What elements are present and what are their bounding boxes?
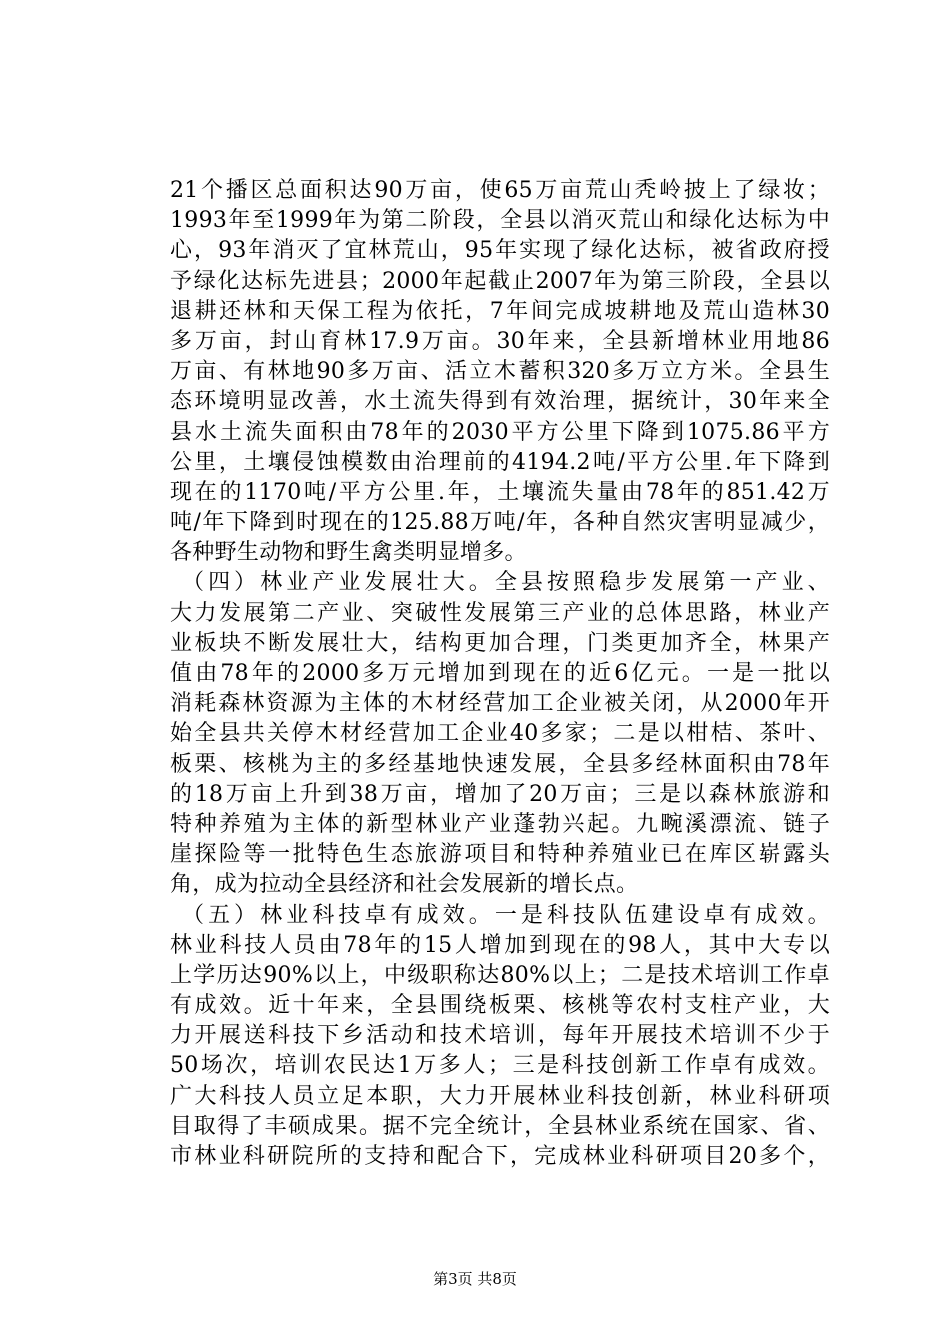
text-line: 角，成为拉动全县经济和社会发展新的增长点。	[170, 872, 639, 898]
text-line: 板栗、核桃为主的多经基地快速发展，全县多经林面积由78年	[170, 751, 830, 777]
text-line: 各种野生动物和野生禽类明显增多。	[170, 540, 527, 566]
text-line: 心，93年消灭了宜林荒山，95年实现了绿化达标，被省政府授	[170, 238, 830, 264]
text-line: 业板块不断发展壮大，结构更加合理，门类更加齐全，林果产	[170, 630, 830, 656]
section-heading-line: （五）林业科技卓有成效。一是科技队伍建设卓有成效。	[182, 902, 830, 928]
text-line: 特种养殖为主体的新型林业产业蓬勃兴起。九畹溪漂流、链子	[170, 811, 830, 837]
text-line: 崖探险等一批特色生态旅游项目和特种养殖业已在库区崭露头	[170, 842, 830, 868]
body-text	[170, 176, 830, 1172]
text-line: 有成效。近十年来，全县围绕板栗、核桃等农村支柱产业，大	[170, 993, 830, 1019]
text-line: 县水土流失面积由78年的2030平方公里下降到1075.86平方	[170, 419, 830, 445]
text-line: 力开展送科技下乡活动和技术培训，每年开展技术培训不少于	[170, 1023, 830, 1049]
section-heading-line: （四）林业产业发展壮大。全县按照稳步发展第一产业、	[182, 570, 830, 596]
text-line: 值由78年的2000多万元增加到现在的近6亿元。一是一批以	[170, 661, 830, 686]
page-number-footer: 第3页 共8页	[433, 1270, 517, 1288]
text-line: 现在的1170吨/平方公里.年，土壤流失量由78年的851.42万	[170, 479, 830, 505]
text-line: 目取得了丰硕成果。据不完全统计，全县林业系统在国家、省、	[170, 1113, 830, 1139]
text-line: 广大科技人员立足本职，大力开展林业科技创新，林业科研项	[170, 1083, 830, 1109]
text-line: 多万亩，封山育林17.9万亩。30年来，全县新增林业用地86	[170, 328, 830, 354]
text-line: 21个播区总面积达90万亩，使65万亩荒山秃岭披上了绿妆；	[170, 178, 830, 203]
text-line: 50场次，培训农民达1万多人；三是科技创新工作卓有成效。	[170, 1053, 830, 1079]
text-line: 始全县共关停木材经营加工企业40多家；二是以柑桔、茶叶、	[170, 721, 830, 747]
text-line: 万亩、有林地90多万亩、活立木蓄积320多万立方米。全县生	[170, 359, 830, 385]
text-line: 消耗森林资源为主体的木材经营加工企业被关闭，从2000年开	[170, 691, 830, 717]
text-line: 予绿化达标先进县；2000年起截止2007年为第三阶段，全县以	[170, 268, 830, 294]
text-line: 大力发展第二产业、突破性发展第三产业的总体思路，林业产	[170, 600, 830, 626]
text-line: 上学历达90%以上，中级职称达80%以上；二是技术培训工作卓	[170, 962, 830, 988]
text-line: 吨/年下降到时现在的125.88万吨/年，各种自然灾害明显减少，	[170, 510, 830, 536]
text-line: 的18万亩上升到38万亩，增加了20万亩；三是以森林旅游和	[170, 781, 830, 807]
text-line: 1993年至1999年为第二阶段，全县以消灭荒山和绿化达标为中	[170, 208, 830, 234]
text-line: 林业科技人员由78年的15人增加到现在的98人，其中大专以	[170, 932, 830, 958]
text-line: 公里，土壤侵蚀模数由治理前的4194.2吨/平方公里.年下降到	[170, 449, 830, 475]
text-line: 态环境明显改善，水土流失得到有效治理，据统计，30年来全	[170, 389, 830, 415]
text-line: 退耕还林和天保工程为依托，7年间完成坡耕地及荒山造林30	[170, 298, 830, 324]
text-line: 市林业科研院所的支持和配合下，完成林业科研项目20多个，	[170, 1144, 830, 1169]
